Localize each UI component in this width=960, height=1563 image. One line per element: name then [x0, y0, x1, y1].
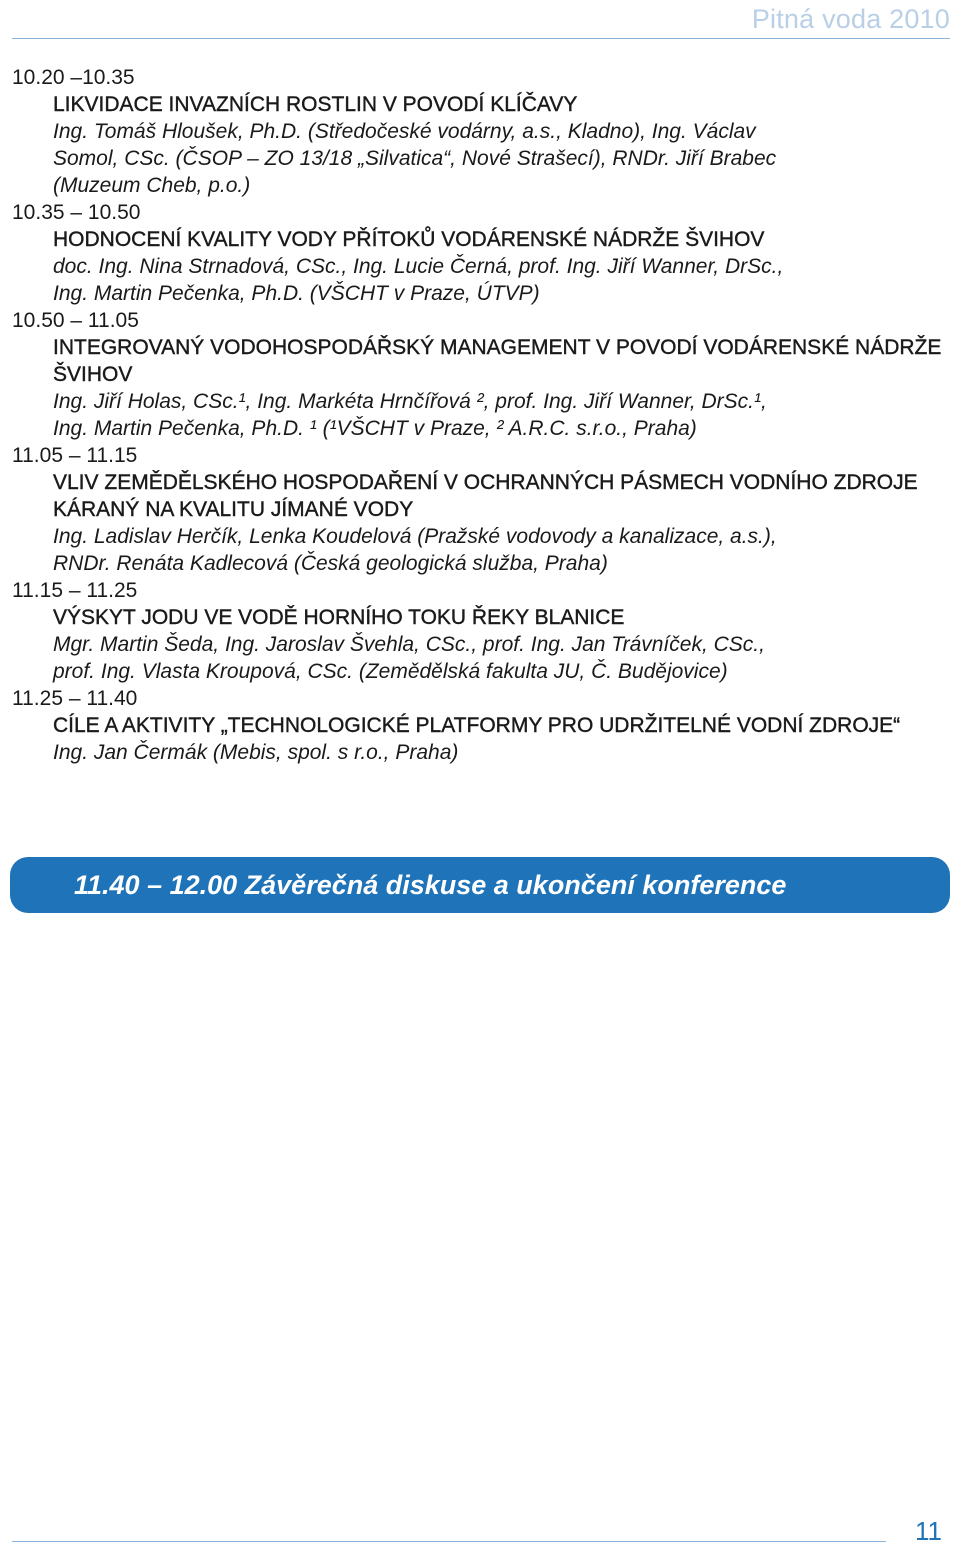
talk-authors — [53, 631, 942, 685]
talk-title: INTEGROVANÝ VODOHOSPODÁŘSKÝ MANAGEMENT V POVODÍ VODÁRENSKÉ NÁDRŽE ŠVIHOV — [53, 336, 942, 386]
author-line: RNDr. Renáta Kadlecová (Česká geologická služba, Praha) — [53, 552, 608, 575]
talk-authors — [53, 523, 942, 577]
program-item — [12, 307, 942, 442]
author-line: doc. Ing. Nina Strnadová, CSc., Ing. Lucie Černá, prof. Ing. Jiří Wanner, DrSc., — [53, 255, 784, 278]
talk-title: LIKVIDACE INVAZNÍCH ROSTLIN V POVODÍ KLÍČAVY — [53, 93, 578, 116]
talk-title: HODNOCENÍ KVALITY VODY PŘÍTOKŮ VODÁRENSKÉ NÁDRŽE ŠVIHOV — [53, 228, 765, 251]
session-time: 11.25 – 11.40 — [12, 687, 138, 710]
author-line: Ing. Jan Čermák (Mebis, spol. s r.o., Praha) — [53, 741, 459, 764]
closing-session-text: 11.40 – 12.00 Závěrečná diskuse a ukončení konference — [74, 869, 787, 900]
program-item — [12, 442, 942, 577]
program-item — [12, 685, 942, 766]
footer-divider — [12, 1541, 886, 1542]
author-line: Mgr. Martin Šeda, Ing. Jaroslav Švehla, CSc., prof. Ing. Jan Trávníček, CSc., — [53, 633, 765, 656]
page-number: 11 — [915, 1516, 942, 1546]
program-item — [12, 577, 942, 685]
talk-title: VLIV ZEMĚDĚLSKÉHO HOSPODAŘENÍ V OCHRANNÝCH PÁSMECH VODNÍHO ZDROJE KÁRANÝ NA KVALITU JÍMANÉ VODY — [53, 471, 918, 521]
program-item — [12, 199, 942, 307]
author-line: Ing. Jiří Holas, CSc.¹, Ing. Markéta Hrnčířová ², prof. Ing. Jiří Wanner, DrSc.¹, — [53, 390, 767, 413]
talk-title: VÝSKYT JODU VE VODĚ HORNÍHO TOKU ŘEKY BLANICE — [53, 606, 625, 629]
session-time: 10.20 –10.35 — [12, 66, 135, 89]
session-time: 11.15 – 11.25 — [12, 579, 138, 602]
session-time: 10.35 – 10.50 — [12, 201, 141, 224]
talk-authors — [53, 118, 942, 199]
author-line: Ing. Ladislav Herčík, Lenka Koudelová (Pražské vodovody a kanalizace, a.s.), — [53, 525, 777, 548]
author-line: Ing. Martin Pečenka, Ph.D. ¹ (¹VŠCHT v Praze, ² A.R.C. s.r.o., Praha) — [53, 417, 697, 440]
talk-authors — [53, 388, 942, 442]
talk-title: CÍLE A AKTIVITY „TECHNOLOGICKÉ PLATFORMY PRO UDRŽITELNÉ VODNÍ ZDROJE“ — [53, 714, 901, 737]
program-item — [12, 64, 942, 199]
closing-session-banner — [10, 857, 950, 913]
author-line: Ing. Tomáš Hloušek, Ph.D. (Středočeské vodárny, a.s., Kladno), Ing. Václav — [53, 120, 756, 143]
document-header-title: Pitná voda 2010 — [751, 4, 950, 34]
talk-authors — [53, 739, 942, 766]
program-list — [12, 64, 942, 766]
author-line: Ing. Martin Pečenka, Ph.D. (VŠCHT v Praze, ÚTVP) — [53, 282, 540, 305]
session-time: 10.50 – 11.05 — [12, 309, 139, 332]
author-line: (Muzeum Cheb, p.o.) — [53, 174, 251, 197]
session-time: 11.05 – 11.15 — [12, 444, 138, 467]
header-divider — [12, 38, 950, 39]
author-line: Somol, CSc. (ČSOP – ZO 13/18 „Silvatica“, Nové Strašecí), RNDr. Jiří Brabec — [53, 147, 777, 170]
author-line: prof. Ing. Vlasta Kroupová, CSc. (Zemědělská fakulta JU, Č. Budějovice) — [53, 660, 728, 683]
talk-authors — [53, 253, 942, 307]
